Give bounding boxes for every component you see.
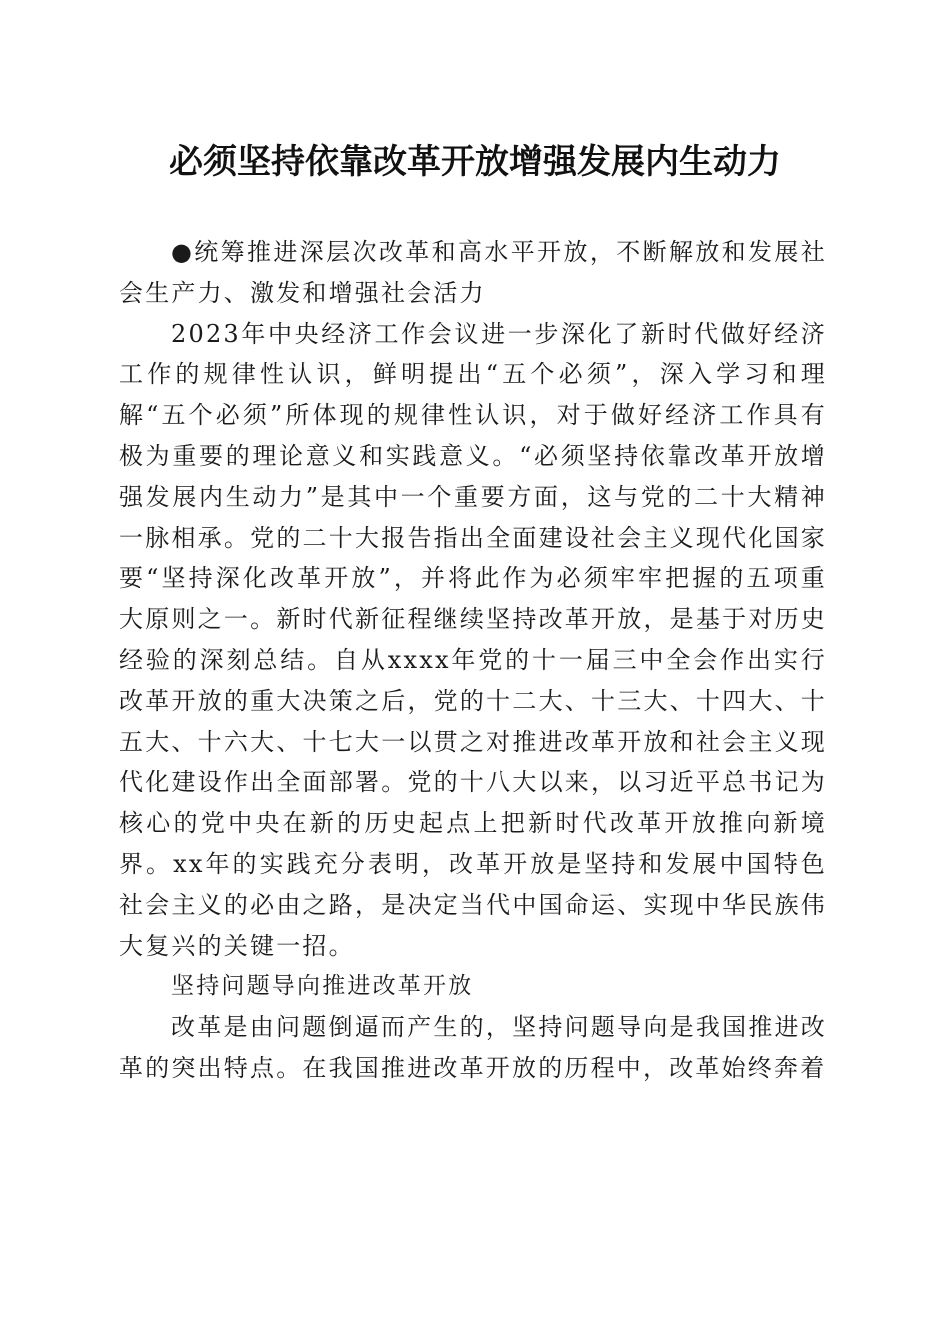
document-body — [119, 232, 827, 1089]
lead-summary-paragraph: ●统筹推进深层次改革和高水平开放，不断解放和发展社会生产力、激发和增强社会活力 — [119, 238, 827, 307]
body-paragraph: 改革是由问题倒逼而产生的，坚持问题导向是我国推进改革的突出特点。在我国推进改革开放的历程中，改革始终奔着 — [119, 1013, 827, 1082]
section-heading: 坚持问题导向推进改革开放 — [171, 973, 474, 1000]
document-title: 必须坚持依靠改革开放增强发展内生动力 — [169, 142, 781, 182]
body-paragraph: 2023年中央经济工作会议进一步深化了新时代做好经济工作的规律性认识，鲜明提出“五个必须”，深入学习和理解“五个必须”所体现的规律性认识，对于做好经济工作具有极为重要的理论意义和实践意义。“必须坚持依靠改革开放增强发展内生动力”是其中一个重要方面，这与党的二十大精神一脉相承。党的二十大报告指出全面建设社会主义现代化国家要“坚持深化改革开放”，并将此作为必须牢牢把握的五项重大原则之一。新时代新征程继续坚持改革开放，是基于对历史经验的深刻总结。自从xxxx年党的十一届三中全会作出实行改革开放的重大决策之后，党的十二大、十三大、十四大、十五大、十六大、十七大一以贯之对推进改革开放和社会主义现代化建设作出全面部署。党的十八大以来，以习近平总书记为核心的党中央在新的历史起点上把新时代改革开放推向新境界。xx年的实践充分表明，改革开放是坚持和发展中国特色社会主义的必由之路，是决定当代中国命运、实现中华民族伟大复兴的关键一招。 — [119, 319, 827, 960]
